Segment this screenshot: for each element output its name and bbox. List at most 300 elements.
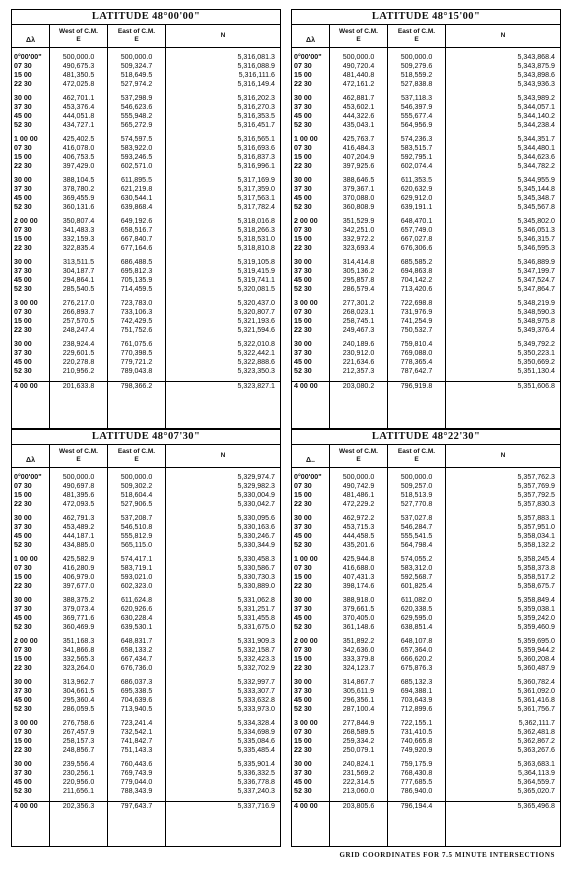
- table-cell: 296,356.1: [342, 696, 375, 704]
- west-of-cm-header: West of C.M.: [339, 448, 378, 455]
- table-cell: 15 00: [294, 153, 312, 161]
- table-cell: 5,345,802.0: [517, 217, 555, 225]
- row-group: [12, 596, 49, 637]
- table-cell: 52 30: [294, 367, 312, 375]
- row-group: [330, 340, 387, 381]
- header-cell: [12, 25, 50, 47]
- table-cell: 52 30: [294, 623, 312, 631]
- table-cell: 416,280.9: [62, 564, 95, 572]
- table-cell: 0°00'00": [14, 473, 42, 481]
- row-group: [292, 596, 329, 637]
- table-cell: 52 30: [294, 705, 312, 713]
- table-cell: 5,345,144.8: [517, 185, 555, 193]
- table-cell: 30 00: [14, 176, 32, 184]
- table-cell: 481,395.6: [62, 491, 95, 499]
- table-cell: 5,318,266.3: [237, 226, 275, 234]
- row-group: [50, 555, 107, 596]
- table-cell: 37 30: [294, 185, 312, 193]
- row-group: [330, 514, 387, 555]
- table-cell: 45 00: [14, 276, 32, 284]
- table-cell: 15 00: [294, 655, 312, 663]
- row-group: [50, 637, 107, 678]
- row-group: [108, 217, 165, 258]
- table-cell: 564,956.9: [400, 121, 433, 129]
- west-easting-subheader: E: [76, 36, 81, 43]
- row-group: [446, 176, 560, 217]
- table-cell: 453,489.2: [62, 523, 95, 531]
- table-cell: 620,338.5: [400, 605, 433, 613]
- row-group: [12, 473, 49, 514]
- table-cell: 583,312.0: [400, 564, 433, 572]
- table-cell: 07 30: [14, 564, 32, 572]
- table-cell: 5,335,485.4: [237, 746, 275, 754]
- row-group: [166, 637, 280, 678]
- column-header-row: [292, 25, 560, 48]
- row-group: [50, 381, 107, 400]
- row-group: [108, 637, 165, 678]
- table-cell: 751,143.3: [120, 746, 153, 754]
- west-of-cm-header: West of C.M.: [59, 448, 98, 455]
- row-group: [292, 801, 329, 820]
- table-cell: 5,357,792.5: [517, 491, 555, 499]
- delta-lambda-header: Δλ: [26, 457, 35, 464]
- table-cell: 15 00: [14, 491, 32, 499]
- table-cell: 742,429.5: [120, 317, 153, 325]
- table-cell: 45 00: [14, 614, 32, 622]
- table-cell: 444,458.5: [342, 532, 375, 540]
- table-cell: 712,899.6: [400, 705, 433, 713]
- table-cell: 5,357,830.3: [517, 500, 555, 508]
- row-group: [108, 258, 165, 299]
- delta-lambda-header: Δλ: [26, 37, 35, 44]
- table-cell: 45 00: [294, 112, 312, 120]
- table-cell: 30 00: [294, 176, 312, 184]
- table-cell: 500,000.0: [120, 53, 153, 61]
- table-cell: 5,334,328.4: [237, 719, 275, 727]
- row-group: [446, 381, 560, 400]
- table-cell: 5,330,004.9: [237, 491, 275, 499]
- table-cell: 304,187.7: [62, 267, 95, 275]
- row-group: [330, 555, 387, 596]
- table-cell: 5,347,524.7: [517, 276, 555, 284]
- row-group: [108, 340, 165, 381]
- row-group: [108, 94, 165, 135]
- table-cell: 434,727.1: [62, 121, 95, 129]
- table-cell: 704,142.2: [400, 276, 433, 284]
- row-group: [108, 473, 165, 514]
- table-cell: 15 00: [14, 235, 32, 243]
- table-cell: 45 00: [294, 358, 312, 366]
- table-cell: 546,397.9: [400, 103, 433, 111]
- table-cell: 481,440.8: [342, 71, 375, 79]
- table-cell: 52 30: [294, 121, 312, 129]
- table-cell: 546,284.7: [400, 523, 433, 531]
- table-cell: 509,324.7: [120, 62, 153, 70]
- table-cell: 0°00'00": [14, 53, 42, 61]
- table-cell: 07 30: [294, 482, 312, 490]
- row-group: [388, 555, 445, 596]
- table-cell: 5,360,487.9: [517, 664, 555, 672]
- row-group: [292, 760, 329, 801]
- table-cell: 240,824.1: [342, 760, 375, 768]
- table-cell: 07 30: [294, 728, 312, 736]
- table-cell: 30 00: [14, 678, 32, 686]
- table-cell: 759,175.9: [400, 760, 433, 768]
- table-cell: 258,157.3: [62, 737, 95, 745]
- row-group: [446, 217, 560, 258]
- table-cell: 5,357,951.0: [517, 523, 555, 531]
- table-cell: 565,115.0: [120, 541, 153, 549]
- table-cell: 5,335,084.6: [237, 737, 275, 745]
- table-cell: 5,329,982.3: [237, 482, 275, 490]
- table-cell: 240,189.6: [342, 340, 375, 348]
- row-group: [292, 135, 329, 176]
- row-group: [388, 514, 445, 555]
- table-cell: 5,316,353.5: [237, 112, 275, 120]
- table-cell: 257,570.5: [62, 317, 95, 325]
- east-easting-column: [108, 468, 166, 846]
- table-cell: 5,364,113.9: [518, 769, 555, 777]
- row-group: [12, 340, 49, 381]
- table-cell: 789,043.8: [120, 367, 153, 375]
- table-cell: 203,080.2: [342, 382, 375, 390]
- table-cell: 676,736.0: [120, 664, 153, 672]
- table-cell: 490,742.9: [342, 482, 375, 490]
- table-cell: 5,323,827.1: [237, 382, 275, 390]
- row-group: [12, 135, 49, 176]
- table-cell: 500,000.0: [342, 473, 375, 481]
- table-cell: 769,743.9: [120, 769, 153, 777]
- row-group: [50, 340, 107, 381]
- table-cell: 777,685.5: [400, 778, 433, 786]
- table-cell: 5,361,092.0: [517, 687, 555, 695]
- table-cell: 5,349,376.4: [517, 326, 555, 334]
- row-group: [388, 801, 445, 820]
- table-cell: 500,000.0: [120, 473, 153, 481]
- row-group: [108, 719, 165, 760]
- table-cell: 0°00'00": [294, 473, 322, 481]
- table-cell: 3 00 00: [294, 299, 318, 307]
- northing-column: [446, 48, 560, 428]
- table-cell: 5,316,111.6: [238, 71, 275, 79]
- table-cell: 5,319,415.9: [237, 267, 275, 275]
- table-cell: 360,131.6: [62, 203, 95, 211]
- table-cell: 1 00 00: [294, 555, 318, 563]
- east-of-cm-header: East of C.M.: [397, 448, 436, 455]
- table-cell: 5,359,695.0: [517, 637, 555, 645]
- table-cell: 37 30: [294, 523, 312, 531]
- row-group: [166, 514, 280, 555]
- table-cell: 5,336,332.5: [237, 769, 275, 777]
- table-cell: 5,358,849.4: [517, 596, 555, 604]
- table-cell: 5,331,675.0: [237, 623, 275, 631]
- table-cell: 15 00: [14, 655, 32, 663]
- row-group: [388, 381, 445, 400]
- table-cell: 694,863.8: [400, 267, 433, 275]
- east-easting-column: [108, 48, 166, 428]
- table-cell: 5,365,496.8: [517, 802, 555, 810]
- table-cell: 5,330,246.7: [237, 532, 275, 540]
- latitude-title: LATITUDE 48°15'00": [292, 10, 560, 25]
- table-cell: 527,906.5: [120, 500, 153, 508]
- table-cell: 351,892.2: [342, 637, 375, 645]
- table-cell: 5,346,315.7: [517, 235, 555, 243]
- table-cell: 5,357,883.1: [517, 514, 555, 522]
- table-cell: 210,956.2: [62, 367, 95, 375]
- table-cell: 268,023.1: [342, 308, 375, 316]
- table-cell: 388,104.5: [62, 176, 95, 184]
- table-cell: 5,361,416.8: [517, 696, 555, 704]
- table-cell: 788,343.9: [120, 787, 153, 795]
- table-cell: 37 30: [294, 349, 312, 357]
- table-cell: 5,322,010.8: [237, 340, 275, 348]
- west-of-cm-header: West of C.M.: [339, 28, 378, 35]
- row-group: [446, 555, 560, 596]
- table-cell: 537,208.7: [120, 514, 153, 522]
- table-cell: 5,316,081.3: [237, 53, 275, 61]
- table-cell: 5,331,455.8: [237, 614, 275, 622]
- row-group: [50, 678, 107, 719]
- table-cell: 601,825.4: [400, 582, 433, 590]
- table-cell: 5,330,344.9: [237, 541, 275, 549]
- table-cell: 555,812.9: [120, 532, 153, 540]
- table-cell: 22 30: [294, 162, 312, 170]
- table-cell: 45 00: [294, 696, 312, 704]
- northing-header: N: [500, 32, 506, 39]
- east-easting-column: [388, 48, 446, 428]
- table-cell: 740,665.8: [400, 737, 433, 745]
- row-group: [108, 176, 165, 217]
- table-cell: 574,417.1: [120, 555, 153, 563]
- table-cell: 37 30: [14, 349, 32, 357]
- table-cell: 52 30: [14, 285, 32, 293]
- table-cell: 787,642.7: [400, 367, 433, 375]
- row-group: [50, 596, 107, 637]
- table-cell: 5,333,632.8: [237, 696, 275, 704]
- table-cell: 472,025.8: [62, 80, 95, 88]
- coordinate-table-sheet: [11, 9, 561, 847]
- table-cell: 277,844.9: [342, 719, 375, 727]
- header-cell: [12, 445, 50, 467]
- table-cell: 713,420.6: [400, 285, 433, 293]
- table-cell: 239,556.4: [62, 760, 95, 768]
- northing-column: [166, 48, 280, 428]
- table-cell: 733,106.3: [120, 308, 153, 316]
- table-cell: 425,582.9: [62, 555, 95, 563]
- table-cell: 304,661.5: [62, 687, 95, 695]
- table-cell: 713,940.5: [120, 705, 153, 713]
- row-group: [292, 514, 329, 555]
- table-cell: 3 00 00: [294, 719, 318, 727]
- table-cell: 5,344,057.1: [517, 103, 555, 111]
- table-cell: 760,443.6: [120, 760, 153, 768]
- table-cell: 351,168.3: [62, 637, 95, 645]
- row-group: [108, 299, 165, 340]
- table-cell: 5,329,974.7: [237, 473, 275, 481]
- table-cell: 629,595.0: [400, 614, 433, 622]
- table-cell: 444,322.6: [342, 112, 375, 120]
- column-header-row: [292, 445, 560, 468]
- table-cell: 323,264.0: [62, 664, 95, 672]
- table-cell: 5,335,901.4: [237, 760, 275, 768]
- table-cell: 5,330,889.0: [237, 582, 275, 590]
- table-cell: 5,345,567.8: [517, 203, 555, 211]
- table-cell: 638,851.4: [400, 623, 433, 631]
- table-cell: 798,366.2: [120, 382, 153, 390]
- table-cell: 07 30: [14, 226, 32, 234]
- header-cell: [166, 445, 280, 467]
- west-easting-subheader: E: [76, 456, 81, 463]
- table-cell: 657,364.0: [400, 646, 433, 654]
- table-cell: 15 00: [14, 317, 32, 325]
- table-cell: 5,362,867.2: [517, 737, 555, 745]
- row-group: [166, 217, 280, 258]
- row-group: [446, 135, 560, 176]
- column-header-row: [12, 445, 280, 468]
- table-cell: 201,633.8: [62, 382, 95, 390]
- table-cell: 22 30: [14, 746, 32, 754]
- table-cell: 5,358,034.1: [517, 532, 555, 540]
- table-cell: 295,857.8: [342, 276, 375, 284]
- table-cell: 332,565.3: [62, 655, 95, 663]
- table-cell: 37 30: [294, 605, 312, 613]
- table-body: [12, 48, 280, 428]
- table-cell: 5,344,955.9: [517, 176, 555, 184]
- table-cell: 500,000.0: [400, 53, 433, 61]
- table-cell: 593,021.0: [120, 573, 153, 581]
- row-group: [166, 596, 280, 637]
- table-cell: 231,569.2: [342, 769, 375, 777]
- west-easting-subheader: E: [356, 456, 361, 463]
- table-cell: 229,601.5: [62, 349, 95, 357]
- table-cell: 397,429.0: [62, 162, 95, 170]
- row-group: [50, 135, 107, 176]
- table-cell: 5,346,889.9: [517, 258, 555, 266]
- table-cell: 45 00: [14, 112, 32, 120]
- table-cell: 22 30: [294, 582, 312, 590]
- delta-lambda-column: [12, 48, 50, 428]
- table-cell: 379,661.5: [342, 605, 375, 613]
- row-group: [330, 53, 387, 94]
- table-cell: 322,835.4: [62, 244, 95, 252]
- table-cell: 378,780.2: [62, 185, 95, 193]
- table-cell: 202,356.3: [62, 802, 95, 810]
- page-footer-caption: GRID COORDINATES FOR 7.5 MINUTE INTERSECTIONS: [339, 851, 555, 859]
- table-cell: 222,314.5: [342, 778, 375, 786]
- table-cell: 5,319,105.8: [237, 258, 275, 266]
- table-cell: 796,919.8: [400, 382, 433, 390]
- table-cell: 5,348,590.3: [517, 308, 555, 316]
- delta-lambda-header: Δλ: [306, 37, 315, 44]
- west-easting-column: [330, 48, 388, 428]
- table-cell: 07 30: [14, 482, 32, 490]
- table-cell: 695,812.3: [120, 267, 153, 275]
- table-cell: 30 00: [14, 340, 32, 348]
- table-cell: 5,330,730.3: [237, 573, 275, 581]
- row-group: [330, 176, 387, 217]
- row-group: [292, 340, 329, 381]
- table-cell: 15 00: [294, 491, 312, 499]
- quadrant-lat-48-07-30: [11, 429, 281, 847]
- table-cell: 324,123.7: [342, 664, 375, 672]
- table-cell: 5,344,351.7: [517, 135, 555, 143]
- table-cell: 722,698.8: [400, 299, 433, 307]
- latitude-title: LATITUDE 48°00'00": [12, 10, 280, 25]
- table-cell: 527,974.2: [120, 80, 153, 88]
- table-cell: 3 00 00: [14, 299, 38, 307]
- row-group: [330, 596, 387, 637]
- table-cell: 267,457.9: [62, 728, 95, 736]
- table-cell: 45 00: [294, 614, 312, 622]
- table-cell: 220,956.0: [62, 778, 95, 786]
- table-cell: 52 30: [294, 203, 312, 211]
- row-group: [330, 637, 387, 678]
- table-cell: 5,363,683.1: [517, 760, 555, 768]
- table-cell: 5,332,158.7: [237, 646, 275, 654]
- east-easting-subheader: E: [414, 36, 419, 43]
- row-group: [166, 53, 280, 94]
- table-cell: 518,649.5: [120, 71, 153, 79]
- table-cell: 37 30: [294, 103, 312, 111]
- row-group: [388, 53, 445, 94]
- row-group: [292, 217, 329, 258]
- header-cell: [108, 25, 166, 47]
- table-cell: 5,318,016.8: [237, 217, 275, 225]
- table-cell: 621,219.8: [120, 185, 153, 193]
- table-cell: 527,838.8: [400, 80, 433, 88]
- row-group: [330, 135, 387, 176]
- row-group: [446, 678, 560, 719]
- table-cell: 30 00: [14, 94, 32, 102]
- table-cell: 555,677.4: [400, 112, 433, 120]
- table-cell: 481,486.1: [342, 491, 375, 499]
- table-cell: 5,331,909.3: [237, 637, 275, 645]
- table-cell: 592,568.7: [400, 573, 433, 581]
- table-cell: 500,000.0: [62, 53, 95, 61]
- table-cell: 5,332,997.7: [237, 678, 275, 686]
- row-group: [292, 176, 329, 217]
- table-cell: 360,808.9: [342, 203, 375, 211]
- table-cell: 5,359,944.2: [517, 646, 555, 654]
- table-cell: 639,191.1: [400, 203, 433, 211]
- row-group: [388, 596, 445, 637]
- table-cell: 5,318,531.0: [237, 235, 275, 243]
- table-cell: 248,856.7: [62, 746, 95, 754]
- table-cell: 213,060.0: [342, 787, 375, 795]
- table-cell: 52 30: [294, 285, 312, 293]
- table-cell: 250,079.1: [342, 746, 375, 754]
- row-group: [330, 217, 387, 258]
- latitude-title: LATITUDE 48°07'30": [12, 430, 280, 445]
- row-group: [12, 719, 49, 760]
- table-cell: 5,350,223.1: [517, 349, 555, 357]
- table-cell: 15 00: [14, 71, 32, 79]
- row-group: [166, 94, 280, 135]
- table-cell: 313,962.7: [62, 678, 95, 686]
- table-cell: 694,388.1: [400, 687, 433, 695]
- table-cell: 602,074.4: [400, 162, 433, 170]
- row-group: [330, 258, 387, 299]
- table-cell: 37 30: [14, 605, 32, 613]
- table-cell: 370,088.0: [342, 194, 375, 202]
- row-group: [50, 94, 107, 135]
- table-cell: 555,541.5: [400, 532, 433, 540]
- table-cell: 211,656.1: [62, 787, 95, 795]
- table-cell: 30 00: [14, 596, 32, 604]
- table-cell: 15 00: [14, 573, 32, 581]
- table-cell: 258,745.1: [342, 317, 375, 325]
- table-cell: 5,361,756.7: [517, 705, 555, 713]
